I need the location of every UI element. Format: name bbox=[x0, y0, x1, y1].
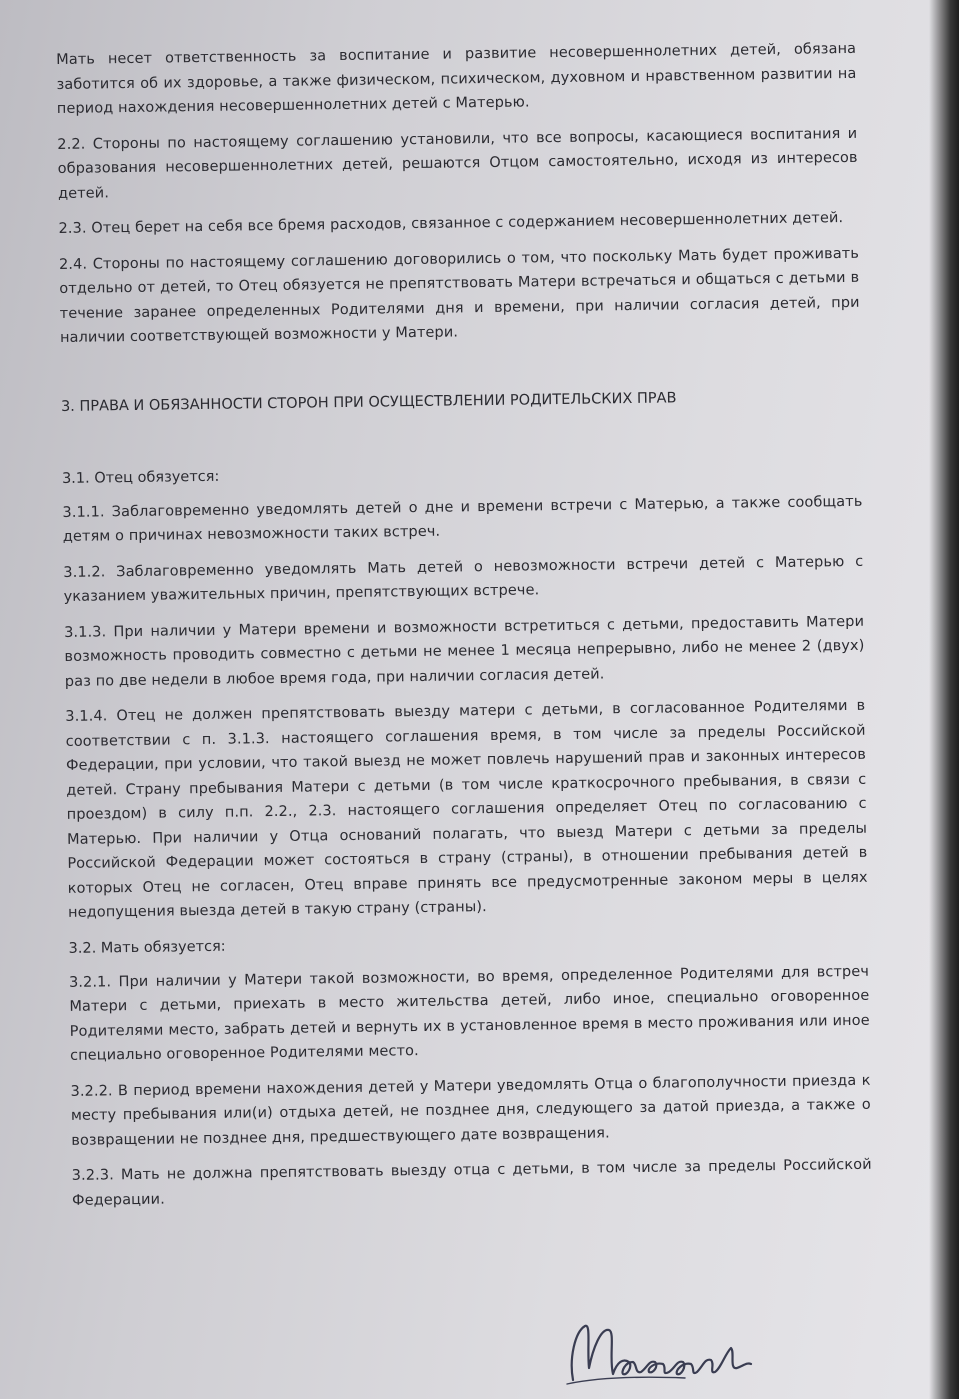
paragraph-3-1-3: 3.1.3. При наличии у Матери времени и возможности встретиться с детьми, предоставить Матери возможность проводить совместно с детьми не менее 1 месяца непрерывно, либо не менее 2 (двух) раз по две недели в любое время года, при наличии согласия детей. bbox=[64, 613, 865, 690]
paragraph-3-1-4: 3.1.4. Отец не должен препятствовать выезду матери с детьми, в согласованное Родителями в соответствии с п. 3.1.3. настоящего соглашения время, в том числе за пределы Российской Федерации, при условии, что такой выезд не может повлечь нарушений прав и законных интересов детей. Страну пребывания Матери с детьми (в том числе краткосрочного пребывания, в связи с проездом) в силу п.п. 2.2., 2.3. настоящего соглашения определяет Отец по согласованию с Матерью. При наличии у Отца оснований полагать, что выезд Матери с детьми за пределы Российской Федерации может состояться в страну (страны), в отношении пребывания детей в которых Отец не согласен, Отец вправе принять все предусмотренные законом меры в целях недопущения выезда детей в такую страну (страны). bbox=[65, 697, 868, 921]
paragraph-mother-responsibility: Мать несет ответственность за воспитание и развитие несовершеннолетних детей, обязана заботится об их здоровье, а также физическом, психическом, духовном и нравственном развитии на период нахождения несовершеннолетних детей с Матерью. bbox=[56, 40, 857, 117]
paragraph-3-2-3: 3.2.3. Мать не должна препятствовать выезду отца с детьми, в том числе за пределы Российской Федерации. bbox=[71, 1156, 872, 1209]
paragraph-3-2-1: 3.2.1. При наличии у Матери такой возможности, во время, определенное Родителями для встреч Матери с детьми, приехать в место жительства детей, либо иное, специально оговоренное Родителями место, забрать детей и вернуть их в установленное время в место проживания или иное специально оговоренное Родителями место. bbox=[68, 963, 870, 1064]
section-3-1-heading: 3.1. Отец обязуется: bbox=[61, 468, 220, 487]
scan-edge-shadow bbox=[929, 0, 959, 1399]
signature bbox=[565, 1318, 755, 1398]
paragraph-3-1-1: 3.1.1. Заблаговременно уведомлять детей о дне и времени встречи с Матерью, а также сообщать детям о причинах невозможности таких встреч. bbox=[62, 493, 863, 545]
paragraph-2-4: 2.4. Стороны по настоящему соглашению договорились о том, что поскольку Мать будет проживать отдельно от детей, то Отец обязуется не препятствовать Матери встречаться и общаться с детьми в течение заранее определенных Родителями дня и времени, при наличии согласия детей, при наличии соответствующей возможности у Матери. bbox=[58, 245, 860, 346]
paragraph-3-2-2: 3.2.2. В период времени нахождения детей у Матери уведомлять Отца о благополучности приезда к месту пребывания или(и) отдыха детей, не позднее дня, следующего за датой приезда, а также о возвращении не позднее дня, предшествующего дате возвращения. bbox=[70, 1072, 871, 1149]
section-3-heading: 3. ПРАВА И ОБЯЗАННОСТИ СТОРОН ПРИ ОСУЩЕСТВЛЕНИИ РОДИТЕЛЬСКИХ ПРАВ bbox=[60, 389, 677, 415]
section-3-2-heading: 3.2. Мать обязуется: bbox=[68, 938, 226, 957]
document-body bbox=[56, 37, 872, 1224]
paragraph-3-1-2: 3.1.2. Заблаговременно уведомлять Мать детей о невозможности встречи детей с Матерью с указанием уважительных причин, препятствующих встрече. bbox=[63, 553, 864, 605]
paragraph-2-3: 2.3. Отец берет на себя все бремя расходов, связанное с содержанием несовершеннолетних детей. bbox=[58, 210, 844, 237]
paragraph-2-2: 2.2. Стороны по настоящему соглашению установили, что все вопросы, касающиеся воспитания и образования несовершеннолетних детей, решаются Отцом самостоятельно, исходя из интересов детей. bbox=[57, 125, 858, 202]
